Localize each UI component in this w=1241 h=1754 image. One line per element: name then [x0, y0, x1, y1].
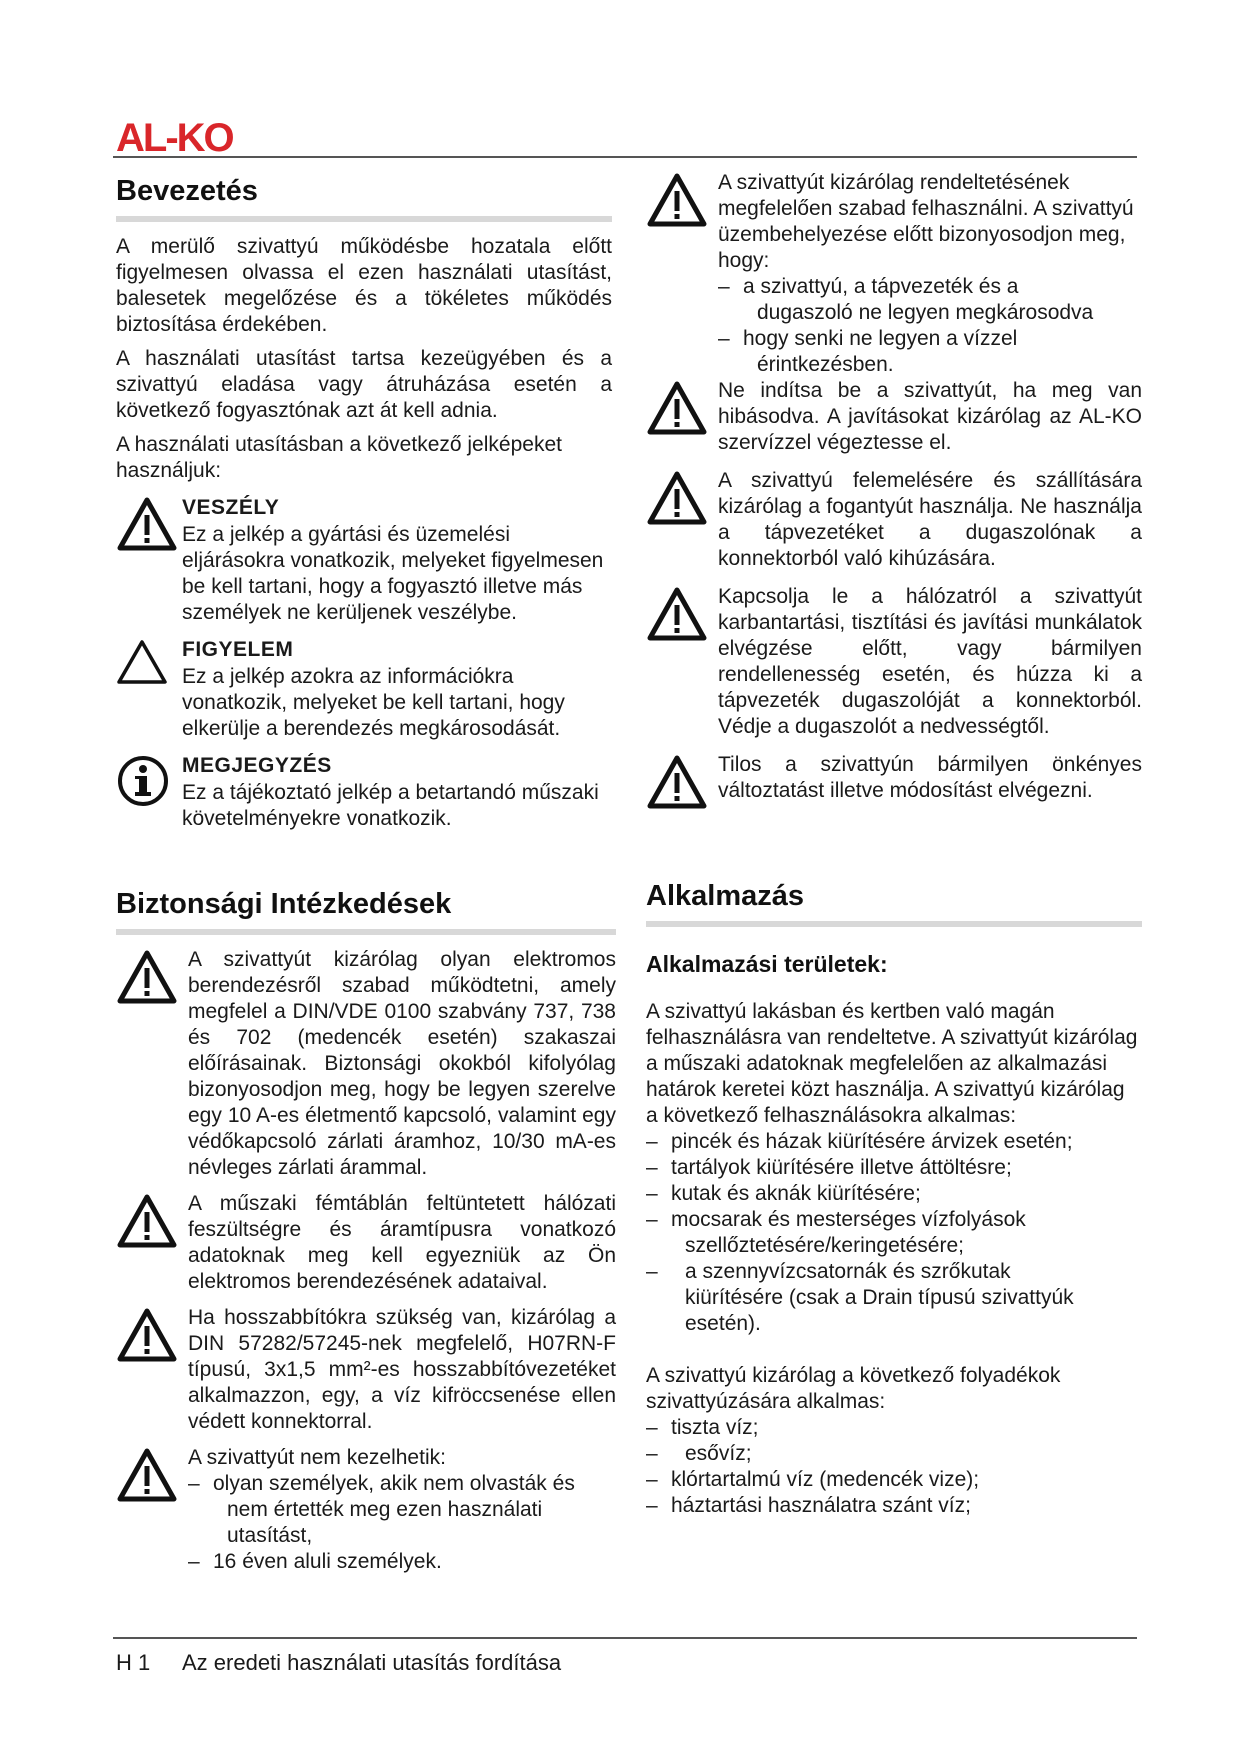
symbol-caution [116, 636, 612, 742]
symbol-caution-title: FIGYELEM [182, 638, 294, 661]
right-warning-4-text: Kapcsolja le a hálózatról a szivattyút karbantartási, tisztítási és javítási munkálatok elvégzése előtt, vagy bármilyen rendellenesség esetén, és húzza ki a tápvezeték dugaszolóját a konnektorból. Védje a dugaszolót a nedvességtől. [718, 585, 1142, 738]
safety-warning-2 [116, 1191, 616, 1295]
symbol-info [116, 752, 612, 832]
warning-icon [646, 378, 718, 436]
list-item: – a szennyvízcsatornák és szrőkutak kiürítésére (csak a Drain típusú szivattyúk esetén). [646, 1260, 1074, 1335]
warning-icon [646, 752, 718, 810]
intro-paragraph-3: A használati utasításban a következő jelképeket használjuk: [116, 433, 562, 482]
list-item: – 16 éven aluli személyek. [188, 1550, 442, 1573]
warning-icon [646, 468, 718, 526]
safety-warning-2-text: A műszaki fémtáblán feltüntetett hálózati feszültségre és áramtípusra vonatkozó adatoknak meg kell egyezniük az Ön elektromos berendezésének adataival. [188, 1192, 616, 1293]
application-uses-list [646, 1129, 1142, 1337]
symbol-danger [116, 494, 612, 626]
list-item: – a szivattyú, a tápvezeték és a dugaszoló ne legyen megkárosodva [718, 275, 1094, 324]
application-liquids-list [646, 1415, 1142, 1519]
footer-text: Az eredeti használati utasítás fordítása [182, 1650, 562, 1675]
right-warning-1 [646, 170, 1142, 378]
right-warning-1-list [718, 274, 1142, 378]
header-rule [113, 156, 1137, 158]
safety-warning-4 [116, 1445, 616, 1575]
safety-title: Biztonsági Intézkedések [116, 883, 616, 935]
list-item: – olyan személyek, akik nem olvasták és nem értették meg ezen használati utasítást, [188, 1472, 575, 1547]
caution-icon [116, 636, 182, 686]
application-section [646, 875, 1142, 1519]
safety-warning-1-text: A szivattyút kizárólag olyan elektromos berendezésről szabad működtetni, amely megfelel a DIN/VDE 0100 szabvány 737, 738 és 702 (medencék esetén) szakaszai előírásainak. Biztonsági okokból kifolyólag bizonyosodjon meg, hogy be legyen szerelve egy 10 A-es életmentő kapcsoló, valamint egy védőkapcsoló zárlati áramhoz, 10/30 mA-es névleges zárlati árammal. [188, 948, 616, 1179]
intro-paragraph-2: A használati utasítást tartsa kezeügyében és a szivattyú eladása vagy átruházása esetén a következő fogyasztónak azt át kell adnia. [116, 347, 612, 422]
footer [116, 1648, 561, 1678]
right-warning-2 [646, 378, 1142, 456]
intro-section [116, 170, 612, 832]
alko-logo: AL-KO [116, 116, 233, 160]
warning-icon [116, 1445, 188, 1503]
symbol-caution-text: Ez a jelkép azokra az információkra vonatkozik, melyeket be kell tartani, hogy elkerülje a berendezés megkárosodását. [182, 665, 565, 740]
safety-warning-4-intro: A szivattyút nem kezelhetik: [188, 1446, 446, 1469]
warning-icon [116, 1305, 188, 1363]
list-item: – klórtartalmú víz (medencék vize); [646, 1468, 980, 1491]
list-item: – tartályok kiürítésére illetve áttöltésre; [646, 1156, 1012, 1179]
warning-icon [116, 1191, 188, 1249]
list-item: – tiszta víz; [646, 1416, 759, 1439]
right-warnings [646, 170, 1142, 810]
safety-warning-4-list [188, 1471, 616, 1575]
application-paragraph-2: A szivattyú kizárólag a következő folyadékok szivattyúzására alkalmas: [646, 1364, 1061, 1413]
list-item: – kutak és aknák kiürítésére; [646, 1182, 921, 1205]
safety-section [116, 883, 616, 1575]
safety-warning-3-text: Ha hosszabbítókra szükség van, kizárólag a DIN 57282/57245-nek megfelelő, H07RN-F típusú, 3x1,5 mm²-es hosszabbítóvezetéket alkalmazzon, egy, a víz kifröccsenése ellen védett konnektorral. [188, 1306, 616, 1433]
warning-icon [116, 947, 188, 1005]
application-paragraph-1: A szivattyú lakásban és kertben való magán felhasználásra van rendeltetve. A szivattyút kizárólag a műszaki adatoknak megfelelően az alkalmazási határok keretei közt használja. A szivattyú kizárólag a következő felhasználásokra alkalmas: [646, 1000, 1138, 1127]
application-subtitle: Alkalmazási területek: [646, 951, 888, 977]
symbol-danger-title: VESZÉLY [182, 496, 280, 519]
right-warning-2-text: Ne indítsa be a szivattyút, ha meg van hibásodva. A javításokat kizárólag az AL-KO szervízzel végeztesse el. [718, 379, 1142, 454]
footer-rule [113, 1637, 1137, 1639]
right-warning-1-intro: A szivattyút kizárólag rendeltetésének megfelelően szabad felhasználni. A szivattyú üzembehelyezése előtt bizonyosodjon meg, hogy: [718, 171, 1134, 272]
warning-icon [646, 170, 718, 228]
list-item: – hogy senki ne legyen a vízzel érintkezésben. [718, 327, 1018, 376]
page-number: H 1 [116, 1650, 151, 1675]
danger-icon [116, 494, 182, 552]
right-warning-5 [646, 752, 1142, 810]
symbol-info-text: Ez a tájékoztató jelkép a betartandó műszaki követelményekre vonatkozik. [182, 781, 599, 830]
right-warning-3-text: A szivattyú felemelésére és szállítására kizárólag a fogantyút használja. Ne használja a tápvezetéket a dugaszolónak a konnektorból való kihúzására. [718, 469, 1142, 570]
list-item: – mocsarak és mesterséges vízfolyások szellőztetésére/keringetésére; [646, 1208, 1026, 1257]
safety-warning-3 [116, 1305, 616, 1435]
right-warning-3 [646, 468, 1142, 572]
symbol-danger-text: Ez a jelkép a gyártási és üzemelési eljárásokra vonatkozik, melyeket figyelmesen be kell tartani, hogy a fogyasztó illetve más személyek ne kerüljenek veszélybe. [182, 523, 604, 624]
info-icon [116, 752, 182, 808]
right-warning-5-text: Tilos a szivattyún bármilyen önkényes változtatást illetve módosítást elvégezni. [718, 753, 1142, 802]
safety-warning-1 [116, 947, 616, 1181]
list-item: – pincék és házak kiürítésére árvizek esetén; [646, 1130, 1073, 1153]
warning-icon [646, 584, 718, 642]
list-item: – esővíz; [646, 1442, 752, 1465]
application-title: Alkalmazás [646, 875, 1142, 927]
right-warning-4 [646, 584, 1142, 740]
intro-title: Bevezetés [116, 170, 612, 222]
list-item: – háztartási használatra szánt víz; [646, 1494, 971, 1517]
intro-paragraph-1: A merülő szivattyú működésbe hozatala előtt figyelmesen olvassa el ezen használati utasítást, balesetek megelőzése és a tökéletes működés biztosítása érdekében. [116, 235, 612, 336]
symbol-info-title: MEGJEGYZÉS [182, 754, 332, 777]
